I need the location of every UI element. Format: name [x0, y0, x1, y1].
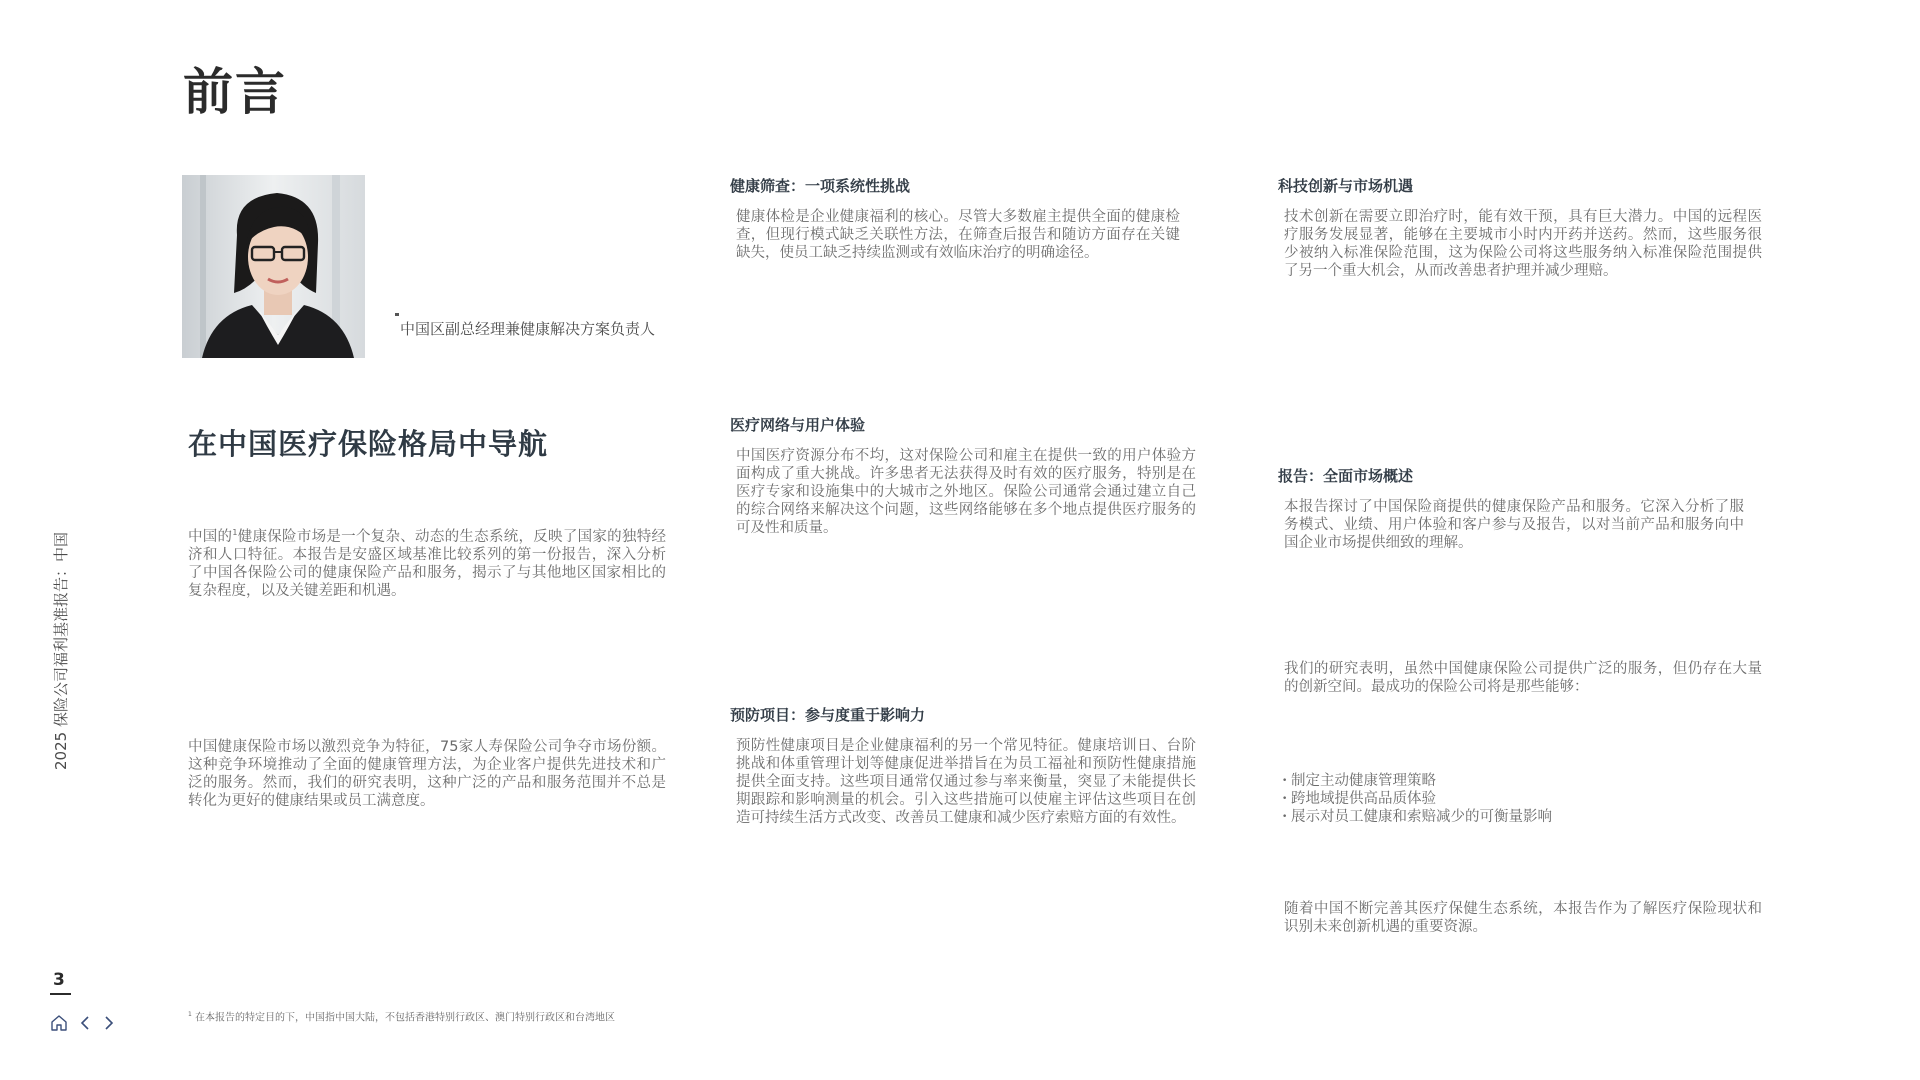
findings-paragraph: 我们的研究表明，虽然中国健康保险公司提供广泛的服务，但仍存在大量的创新空间。最成功的保险公司将是那些能够：	[1284, 661, 1762, 695]
intro-paragraph-2: 中国健康保险市场以激烈竞争为特征，75家人寿保险公司争夺市场份额。这种竞争环境推动了全面的健康管理方法，为企业客户提供先进技术和广泛的服务。然而，我们的研究表明，这种广泛的产品和服务范围并不总是转化为更好的健康结果或员工满意度。	[188, 739, 666, 809]
section-body-network: 中国医疗资源分布不均，这对保险公司和雇主在提供一致的用户体验方面构成了重大挑战。许多患者无法获得及时有效的医疗服务，特别是在医疗专家和设施集中的大城市之外地区。保险公司通常会通过建立自己的综合网络来解决这个问题，这些网络能够在多个地点提供医疗服务的可及性和质量。	[736, 448, 1196, 536]
footnote	[188, 1008, 658, 1024]
page-title: 前言	[183, 63, 287, 121]
section-title-report: 报告：全面市场概述	[1278, 467, 1414, 485]
section-body-screening: 健康体检是企业健康福利的核心。尽管大多数雇主提供全面的健康检查，但现行模式缺乏关联性方法，在筛查后报告和随访方面存在关键缺失，使员工缺乏持续监测或有效临床治疗的明确途径。	[736, 209, 1180, 261]
footnote-ref[interactable]: 1	[232, 528, 238, 537]
author-caption: 中国区副总经理兼健康解决方案负责人	[400, 320, 656, 338]
home-icon[interactable]	[50, 1014, 68, 1032]
closing-paragraph: 随着中国不断完善其医疗保健生态系统，本报告作为了解医疗保险现状和识别未来创新机遇的重要资源。	[1284, 901, 1762, 935]
section-body-report: 本报告探讨了中国保险商提供的健康保险产品和服务。它深入分析了服务模式、业绩、用户体验和客户参与及报告，以对当前产品和服务向中国企业市场提供细致的理解。	[1284, 499, 1744, 551]
intro-paragraph-1-start: 中国的	[188, 528, 233, 545]
intro-paragraph-1-rest: 健康保险市场是一个复杂、动态的生态系统，反映了国家的独特经济和人口特征。本报告是安盛区域基准比较系列的第一份报告，深入分析了中国各保险公司的健康保险产品和服务，揭示了与其他地区国家相比的复杂程度，以及关键差距和机遇。	[188, 528, 667, 599]
list-item: • 展示对员工健康和索赔减少的可衡量影响	[1282, 808, 1742, 826]
page-number-underline	[50, 993, 71, 995]
caption-bullet-dot	[395, 313, 399, 316]
intro-paragraph-1	[188, 524, 666, 600]
page-navigation	[50, 1014, 116, 1032]
section-title-technology: 科技创新与市场机遇	[1278, 177, 1414, 195]
list-item: • 制定主动健康管理策略	[1282, 772, 1742, 790]
capabilities-list	[1282, 772, 1742, 826]
section-title-screening: 健康筛查：一项系统性挑战	[730, 177, 911, 195]
footnote-text: 在本报告的特定目的下，中国指中国大陆，不包括香港特别行政区、澳门特别行政区和台湾地区	[195, 1012, 616, 1024]
chevron-right-icon[interactable]	[102, 1014, 116, 1032]
chevron-left-icon[interactable]	[78, 1014, 92, 1032]
intro-heading: 在中国医疗保险格局中导航	[188, 427, 549, 461]
list-item: • 跨地域提供高品质体验	[1282, 790, 1742, 808]
report-side-label: 2025 保险公司福利基准报告：中国	[52, 532, 70, 770]
section-title-network: 医疗网络与用户体验	[730, 416, 866, 434]
section-body-prevention: 预防性健康项目是企业健康福利的另一个常见特征。健康培训日、台阶挑战和体重管理计划等健康促进举措旨在为员工福祉和预防性健康措施提供全面支持。这些项目通常仅通过参与率来衡量，突显了未能提供长期跟踪和影响测量的机会。引入这些措施可以使雇主评估这些项目在创造可持续生活方式改变、改善员工健康和减少医疗索赔方面的有效性。	[736, 738, 1196, 826]
section-title-prevention: 预防项目：参与度重于影响力	[730, 706, 926, 724]
footnote-marker: 1	[188, 1011, 192, 1018]
page-number: 3	[53, 970, 65, 990]
author-photo	[182, 175, 365, 358]
section-body-technology: 技术创新在需要立即治疗时，能有效干预，具有巨大潜力。中国的远程医疗服务发展显著，能够在主要城市小时内开药并送药。然而，这些服务很少被纳入标准保险范围，这为保险公司将这些服务纳入标准保险范围提供了另一个重大机会，从而改善患者护理并减少理赔。	[1284, 209, 1762, 279]
